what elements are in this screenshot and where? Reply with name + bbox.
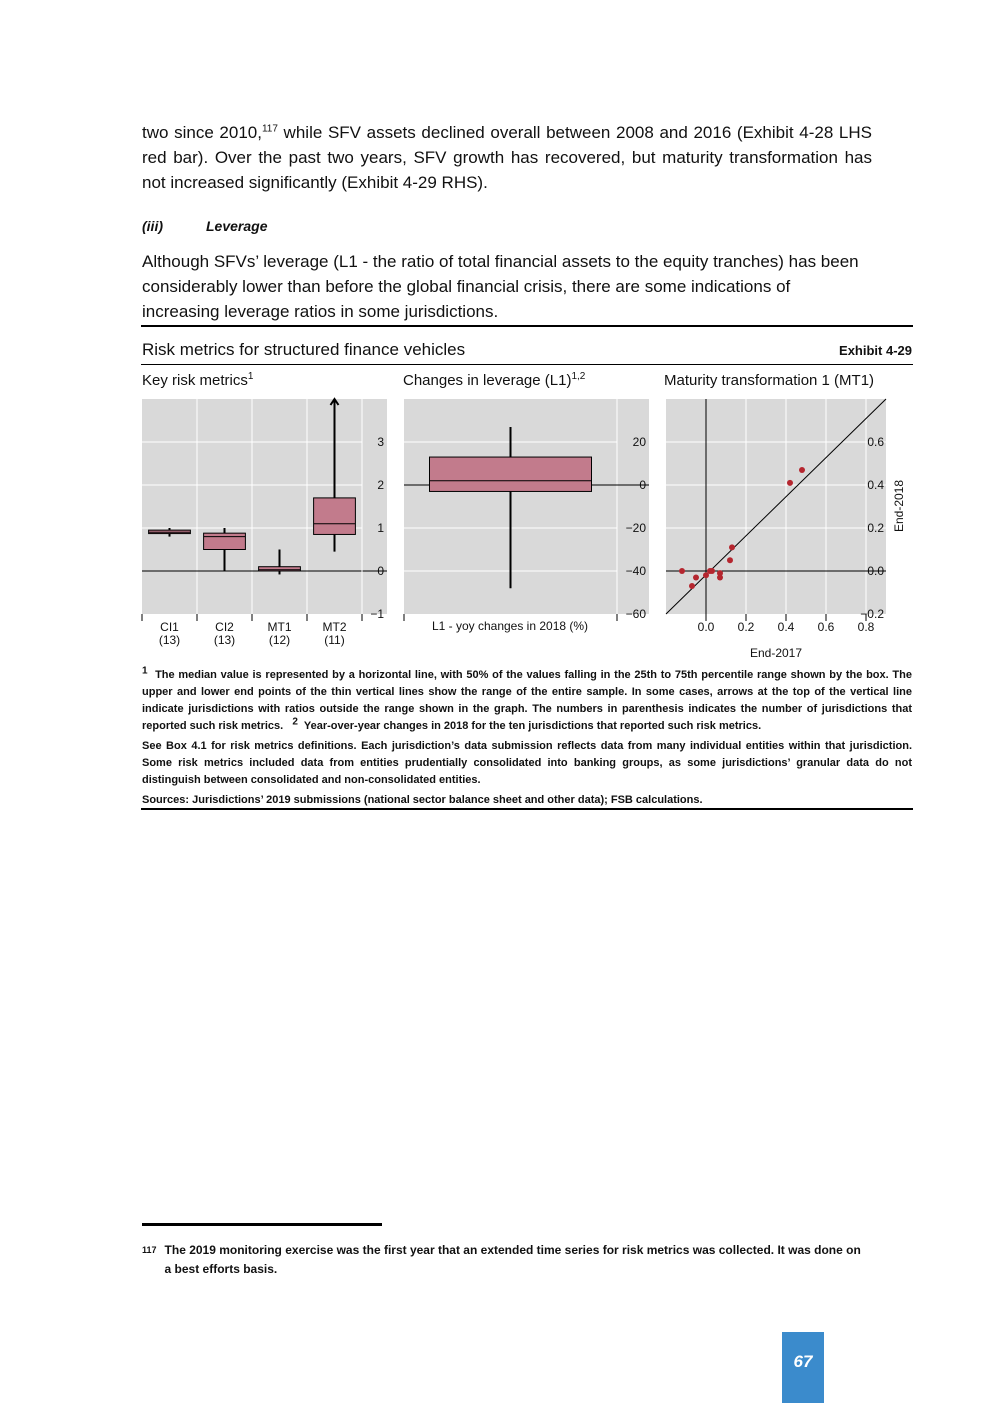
- body-paragraph-2: Although SFVs’ leverage (L1 - the ratio of total financial assets to the equity tranches) has been considerably lower than before the global financial crisis, there are some indications of increasing leverage ratios in some jurisdictions.: [142, 252, 859, 321]
- panel-3-xtick-label: 0.4: [777, 620, 795, 634]
- panel-1-ytick-label: 2: [377, 478, 384, 492]
- note-sources: Sources: Jurisdictions’ 2019 submissions (national sector balance sheet and other data); FSB calculations.: [142, 794, 703, 806]
- panel-2-title-text: Changes in leverage (L1): [403, 372, 572, 389]
- panel-1-note-ref: 1: [247, 371, 254, 382]
- page-number-badge: 67: [782, 1332, 824, 1403]
- panel-3-xtick-label: 0.2: [737, 620, 755, 634]
- subheading-label: Leverage: [206, 218, 268, 234]
- panel-1-category-label: MT1: [267, 620, 292, 634]
- panel-3-xtick-label: 0.0: [697, 620, 715, 634]
- note-1-text: The median value is represented by a horizontal line, with 50% of the values falling in the 25th to 75th percentile range shown by the box. The upper and lower end points of the thin vertical lines show the range of the entire sample. In some cases, arrows at the top of the vertical line indicate jurisdictions with ratios outside the range shown in the graph. The numbers in parenthesis indicates the number of jurisdictions that reported such risk metrics.: [142, 669, 912, 732]
- panel-3-title: Maturity transformation 1 (MT1): [664, 372, 875, 389]
- footnote-text: The 2019 monitoring exercise was the first year that an extended time series for risk metrics was collected. It was done on a best efforts basis.: [164, 1243, 861, 1276]
- panel-2-note-ref: 1,2: [571, 371, 586, 382]
- exhibit-title: Risk metrics for structured finance vehicles: [142, 340, 466, 359]
- note-see-box: See Box 4.1 for risk metrics definitions. Each jurisdiction’s data submission reflects data from many individual entities within that jurisdiction. Some risk metrics included data from entities prudentially consolidated into banking groups, as some jurisdictions’ granular data do not distinguish between consolidated and non-consolidated entities.: [142, 740, 912, 786]
- panel-3-ytick-label: −0.2: [860, 607, 884, 621]
- para1-text-a: two since 2010,: [142, 123, 262, 142]
- panel-1-ytick-label: −1: [370, 607, 384, 621]
- panel-2-ytick-label: 20: [632, 435, 646, 449]
- para1-text-b: while SFV assets declined overall between 2008 and 2016 (Exhibit 4-28 LHS red bar). Over the past two years, SFV growth has recovered, but maturity transformation has not increased significantly (Exhibit 4-29 RHS).: [142, 123, 872, 192]
- panel-1-ytick-label: 3: [377, 435, 384, 449]
- footnote-117: [142, 1241, 872, 1279]
- subheading-number: (iii): [142, 218, 163, 234]
- panel-2-ytick-label: −20: [625, 521, 646, 535]
- panel-3-xtick-label: 0.8: [857, 620, 875, 634]
- panel-3-ytick-label: 0.4: [867, 478, 884, 492]
- note-1-number: 1: [142, 665, 148, 677]
- panel-1-category-count: (13): [158, 633, 181, 647]
- exhibit-notes: [142, 667, 912, 812]
- panel-2-plot-area: [404, 399, 649, 614]
- panel-3-scatter-point: [709, 568, 715, 574]
- panel-2-ytick-label: −60: [625, 607, 646, 621]
- panel-3-xlabel: End-2017: [749, 646, 803, 660]
- footnote-number: 117: [142, 1245, 157, 1255]
- panel-1-category-label: MT2: [322, 620, 347, 634]
- panel-1-box-mt2: [314, 498, 356, 535]
- panel-1-category-count: (11): [324, 633, 345, 647]
- note-2-text: Year-over-year changes in 2018 for the ten jurisdictions that reported such risk metrics.: [303, 720, 762, 732]
- panel-2-ytick-label: 0: [639, 478, 646, 492]
- exhibit-number: Exhibit 4-29: [839, 343, 912, 358]
- panel-1-category-label: CI2: [215, 620, 234, 634]
- panel-1-ytick-label: 0: [377, 564, 384, 578]
- panel-2-box: [430, 457, 592, 491]
- panel-3-ytick-label: 0.2: [867, 521, 884, 535]
- panel-1-axis-strip: [362, 399, 387, 614]
- panel-3-scatter-point: [679, 568, 685, 574]
- panel-1-box-ci2: [204, 533, 246, 549]
- panel-1-category-count: (12): [268, 633, 291, 647]
- footnote-ref-117[interactable]: 117: [261, 123, 278, 135]
- panel-2-xlabel: L1 - yoy changes in 2018 (%): [431, 619, 589, 633]
- panel-3-scatter-point: [693, 574, 699, 580]
- panel-3-scatter-point: [727, 557, 733, 563]
- panel-3-ytick-label: 0.0: [867, 564, 884, 578]
- panel-3-scatter-point: [729, 544, 735, 550]
- exhibit-charts: [0, 0, 992, 700]
- note-2-number: 2: [292, 716, 298, 728]
- panel-1-category-count: (13): [213, 633, 236, 647]
- footnote-separator: [142, 1223, 382, 1226]
- panel-3-ytick-label: 0.6: [867, 435, 884, 449]
- note-1: [142, 667, 912, 735]
- panel-1-title-text: Key risk metrics: [142, 372, 248, 389]
- panel-3-scatter-point: [799, 467, 805, 473]
- panel-3-scatter-point: [717, 574, 723, 580]
- panel-3-xtick-label: 0.6: [817, 620, 835, 634]
- panel-2-ytick-label: −40: [625, 564, 646, 578]
- panel-1-category-label: CI1: [160, 620, 179, 634]
- panel-1-box-mt1: [259, 567, 301, 571]
- exhibit-bottom-rule: [141, 808, 913, 810]
- panel-3-scatter-point: [689, 583, 695, 589]
- panel-1-ytick-label: 1: [377, 521, 384, 535]
- panel-3-ylabel: End-2018: [892, 479, 906, 533]
- panel-3-scatter-point: [787, 480, 793, 486]
